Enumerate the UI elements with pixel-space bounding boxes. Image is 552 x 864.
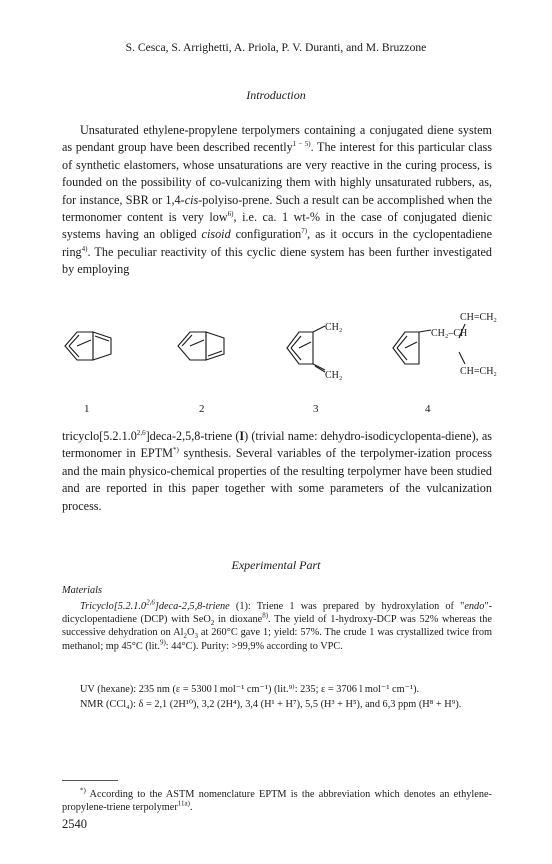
introduction-heading: Introduction bbox=[246, 88, 306, 102]
compound-number: I bbox=[239, 429, 245, 443]
footnote-divider bbox=[62, 780, 118, 781]
text-run: , i.e. ca. 1 wt-% in the case of conjugated dienic systems having an obliged bbox=[62, 210, 492, 242]
reference-marker: 9) bbox=[159, 638, 166, 647]
text-run: Tricyclo[5.2.1.0 bbox=[80, 601, 147, 612]
s4-ch2-group: CH₂–CH bbox=[431, 328, 468, 339]
text-run: (1): Triene 1 was prepared by hydroxylation of " bbox=[229, 601, 465, 612]
text-run: O bbox=[187, 627, 195, 639]
text-run: Unsaturated ethylene-propylene terpolymers containing a conjugated diene system as pendant group have been described recently bbox=[62, 123, 492, 155]
footnote-marker: *) bbox=[172, 446, 179, 455]
nmr-data: NMR (CCl₄): δ = 2,1 (2H¹⁰), 3,2 (2H⁴), 3,4 (H¹ + H⁷), 5,5 (H³ + H⁵), and 6,3 ppm (H⁸ + H⁹). bbox=[80, 699, 462, 710]
text-run: configuration bbox=[230, 227, 302, 242]
reference-marker: 6) bbox=[227, 209, 234, 218]
italic-term: cis bbox=[184, 192, 199, 207]
structure-2-drawing bbox=[178, 332, 224, 360]
reference-marker: 11a) bbox=[177, 799, 190, 808]
text-run: synthesis. Several variables of the terpolymer-ization process and the main physico-chemical properties of the resulting terpolymer have been studied and are reported in this paper together with some parameters of the vulcanization process. bbox=[62, 446, 493, 513]
structure-label-3: 3 bbox=[313, 403, 319, 415]
structure-3-drawing bbox=[287, 326, 325, 372]
experimental-heading: Experimental Part bbox=[231, 558, 321, 572]
text-run: , as it occurs in the cyclopentadiene ring bbox=[62, 227, 492, 259]
footnote bbox=[62, 788, 492, 814]
text-run: at 260°C gave 1; yield: 57%. The crude 1 was crystallized twice from methanol; mp 45°C (lit. bbox=[62, 627, 493, 652]
text-run: ]deca-2,5,8-triene bbox=[154, 601, 230, 612]
text-run: . The peculiar reactivity of this cyclic diene system has been further investigated by employing bbox=[62, 244, 492, 277]
superscript: 2,6 bbox=[136, 428, 146, 437]
italic-term: endo bbox=[464, 601, 485, 612]
subscript: 3 bbox=[194, 632, 198, 641]
reference-marker: 7) bbox=[301, 227, 308, 236]
italic-term: cisoid bbox=[201, 227, 231, 242]
compound-title bbox=[80, 598, 230, 612]
author-line: S. Cesca, S. Arrighetti, A. Priola, P. V. Duranti, and M. Bruzzone bbox=[125, 41, 427, 54]
subscript: 2 bbox=[210, 619, 215, 628]
reference-marker: 4) bbox=[81, 244, 88, 253]
s3-bottom-group: CH₂ bbox=[325, 370, 343, 381]
footnote-marker: *) bbox=[80, 786, 86, 795]
chemical-structures-figure bbox=[55, 308, 505, 394]
text-run: "-dicyclopentadiene (DCP) with SeO bbox=[62, 601, 492, 626]
text-run: -polyiso-prene. Such a result can be accomplished when the termonomer content is very low bbox=[62, 192, 492, 225]
text-run: : 44°C). Purity: >99,9% according to VPC. bbox=[165, 640, 343, 652]
text-run: According to the ASTM nomenclature EPTM is the abbreviation which denotes an ethylene-propylene-triene terpolymer bbox=[62, 789, 492, 814]
introduction-paragraph-1 bbox=[62, 122, 492, 279]
structure-1-drawing bbox=[65, 332, 111, 360]
materials-paragraph-1 bbox=[62, 600, 492, 653]
reference-marker: 8) bbox=[262, 611, 269, 620]
uv-data: UV (hexane): 235 nm (ε = 5300 l mol⁻¹ cm⁻¹) (lit.⁹⁾: 235; ε = 3706 l mol⁻¹ cm⁻¹). bbox=[80, 684, 420, 695]
text-run: tricyclo[5.2.1.0 bbox=[62, 429, 137, 443]
text-run: in dioxane bbox=[214, 614, 263, 626]
text-run: ]deca-2,5,8-triene ( bbox=[145, 429, 240, 443]
structure-label-1: 1 bbox=[84, 403, 90, 415]
materials-heading: Materials bbox=[62, 585, 103, 596]
introduction-paragraph-2 bbox=[62, 428, 492, 515]
structure-label-2: 2 bbox=[199, 403, 205, 415]
s4-bottom-vinyl: CH=CH₂ bbox=[460, 366, 497, 377]
reference-marker: 1 − 5) bbox=[292, 140, 311, 149]
s3-top-group: CH₂ bbox=[325, 322, 343, 333]
structure-label-4: 4 bbox=[425, 403, 431, 415]
text-run: ) (trivial name: dehydro-isodicyclopenta-diene), as termonomer in EPTM bbox=[62, 429, 492, 461]
s4-top-vinyl: CH=CH₂ bbox=[460, 312, 497, 323]
page-number: 2540 bbox=[62, 817, 87, 831]
text-run: . bbox=[189, 802, 193, 814]
superscript: 2,6 bbox=[146, 598, 155, 607]
text-run: . The yield of 1-hydroxy-DCP was 52% whereas the successive dehydration on Al bbox=[62, 614, 492, 639]
subscript: 2 bbox=[183, 632, 187, 641]
text-run: . The interest for this particular class of synthetic elastomers, whose unsaturations are very reactive in the curing process, is founded on the possibility of co-vulcanizing them with highly unsaturated rubbers, as, for instance, SBR or 1,4- bbox=[62, 140, 492, 207]
